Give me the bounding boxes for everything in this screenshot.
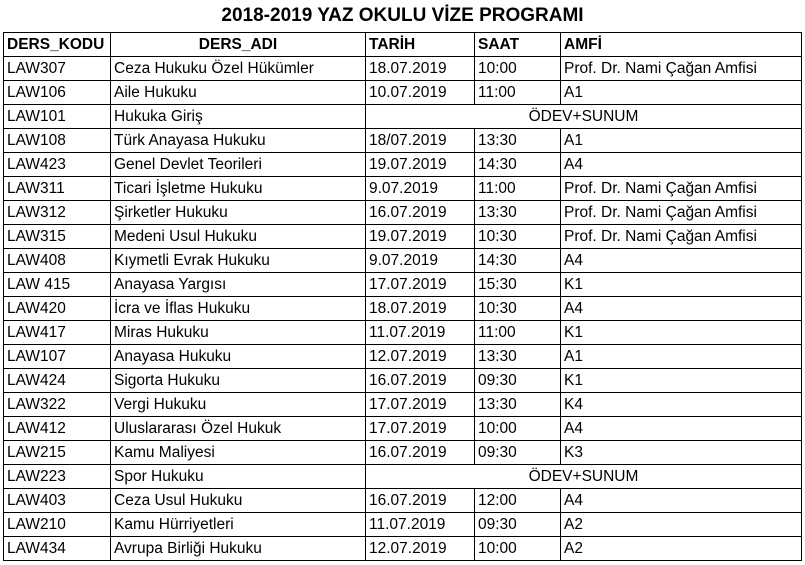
header-name: DERS_ADI [111,33,366,57]
exam-time-cell: 11:00 [475,321,561,345]
exam-date-cell: 17.07.2019 [366,417,475,441]
course-code-cell: LAW417 [4,321,111,345]
table-row [4,297,802,321]
exam-date-cell: 12.07.2019 [366,537,475,561]
course-code-cell: LAW403 [4,489,111,513]
course-code-cell: LAW107 [4,345,111,369]
course-code-cell: LAW210 [4,513,111,537]
table-row [4,513,802,537]
course-name-cell: Uluslararası Özel Hukuk [111,417,366,441]
page-title: 2018-2019 YAZ OKULU VİZE PROGRAMI [221,5,584,26]
exam-date-cell: 11.07.2019 [366,513,475,537]
exam-hall-cell: A1 [561,345,802,369]
course-code-cell: LAW408 [4,249,111,273]
table-row [4,57,802,81]
header-code: DERS_KODU [4,33,111,57]
exam-hall-cell: A4 [561,297,802,321]
exam-date-cell: 11.07.2019 [366,321,475,345]
course-code-cell: LAW223 [4,465,111,489]
exam-time-cell: 14:30 [475,249,561,273]
exam-hall-cell: K1 [561,273,802,297]
exam-time-cell: 10:30 [475,225,561,249]
exam-time-cell: 10:00 [475,57,561,81]
exam-date-cell: 9.07.2019 [366,249,475,273]
exam-hall-cell: A4 [561,249,802,273]
header-hall: AMFİ [561,33,802,57]
course-name-cell: Anayasa Yargısı [111,273,366,297]
exam-time-cell: 11:00 [475,81,561,105]
course-name-cell: Aile Hukuku [111,81,366,105]
exam-date-cell: 10.07.2019 [366,81,475,105]
course-code-cell: LAW 415 [4,273,111,297]
exam-date-cell: 16.07.2019 [366,201,475,225]
course-name-cell: Spor Hukuku [111,465,366,489]
table-row [4,321,802,345]
course-name-cell: Avrupa Birliği Hukuku [111,537,366,561]
course-name-cell: Kıymetli Evrak Hukuku [111,249,366,273]
exam-hall-cell: Prof. Dr. Nami Çağan Amfisi [561,201,802,225]
schedule-table [3,32,802,561]
exam-hall-cell: A1 [561,81,802,105]
exam-date-cell: 16.07.2019 [366,441,475,465]
course-name-cell: Sigorta Hukuku [111,369,366,393]
assessment-note-cell: ÖDEV+SUNUM [366,465,802,489]
table-row [4,105,802,129]
table-row [4,249,802,273]
table-row [4,369,802,393]
table-row [4,81,802,105]
course-code-cell: LAW215 [4,441,111,465]
exam-hall-cell: A1 [561,129,802,153]
exam-hall-cell: A2 [561,513,802,537]
course-name-cell: Kamu Hürriyetleri [111,513,366,537]
header-row [4,33,802,57]
exam-time-cell: 10:00 [475,537,561,561]
course-name-cell: Hukuka Giriş [111,105,366,129]
exam-time-cell: 13:30 [475,393,561,417]
table-row [4,489,802,513]
exam-date-cell: 16.07.2019 [366,369,475,393]
table-row [4,177,802,201]
exam-hall-cell: A4 [561,417,802,441]
table-row [4,537,802,561]
table-row [4,393,802,417]
exam-time-cell: 15:30 [475,273,561,297]
exam-time-cell: 13:30 [475,345,561,369]
course-code-cell: LAW315 [4,225,111,249]
course-code-cell: LAW108 [4,129,111,153]
exam-hall-cell: A4 [561,489,802,513]
header-time: SAAT [475,33,561,57]
exam-time-cell: 14:30 [475,153,561,177]
exam-time-cell: 12:00 [475,489,561,513]
course-code-cell: LAW434 [4,537,111,561]
course-name-cell: Anayasa Hukuku [111,345,366,369]
exam-hall-cell: K4 [561,393,802,417]
exam-time-cell: 09:30 [475,369,561,393]
exam-hall-cell: Prof. Dr. Nami Çağan Amfisi [561,57,802,81]
exam-date-cell: 18.07.2019 [366,57,475,81]
table-row [4,345,802,369]
table-row [4,129,802,153]
exam-time-cell: 13:30 [475,201,561,225]
table-row [4,153,802,177]
exam-date-cell: 9.07.2019 [366,177,475,201]
exam-hall-cell: K3 [561,441,802,465]
course-name-cell: Kamu Maliyesi [111,441,366,465]
course-name-cell: Vergi Hukuku [111,393,366,417]
exam-date-cell: 16.07.2019 [366,489,475,513]
course-name-cell: Türk Anayasa Hukuku [111,129,366,153]
course-name-cell: Ticari İşletme Hukuku [111,177,366,201]
course-code-cell: LAW311 [4,177,111,201]
course-code-cell: LAW106 [4,81,111,105]
exam-date-cell: 18/07.2019 [366,129,475,153]
exam-hall-cell: K1 [561,321,802,345]
exam-date-cell: 17.07.2019 [366,393,475,417]
course-code-cell: LAW312 [4,201,111,225]
exam-time-cell: 09:30 [475,441,561,465]
exam-time-cell: 10:30 [475,297,561,321]
exam-hall-cell: K1 [561,369,802,393]
exam-date-cell: 19.07.2019 [366,225,475,249]
exam-date-cell: 17.07.2019 [366,273,475,297]
course-name-cell: Genel Devlet Teorileri [111,153,366,177]
table-row [4,225,802,249]
course-code-cell: LAW420 [4,297,111,321]
exam-time-cell: 10:00 [475,417,561,441]
course-name-cell: Ceza Usul Hukuku [111,489,366,513]
course-code-cell: LAW412 [4,417,111,441]
table-row [4,417,802,441]
exam-hall-cell: A2 [561,537,802,561]
exam-time-cell: 13:30 [475,129,561,153]
exam-hall-cell: A4 [561,153,802,177]
course-name-cell: Medeni Usul Hukuku [111,225,366,249]
table-row [4,201,802,225]
table-row [4,441,802,465]
exam-date-cell: 12.07.2019 [366,345,475,369]
assessment-note-cell: ÖDEV+SUNUM [366,105,802,129]
exam-time-cell: 11:00 [475,177,561,201]
table-row [4,273,802,297]
table-row [4,465,802,489]
course-code-cell: LAW424 [4,369,111,393]
course-name-cell: İcra ve İflas Hukuku [111,297,366,321]
course-name-cell: Şirketler Hukuku [111,201,366,225]
course-code-cell: LAW101 [4,105,111,129]
exam-date-cell: 18.07.2019 [366,297,475,321]
exam-hall-cell: Prof. Dr. Nami Çağan Amfisi [561,225,802,249]
course-name-cell: Miras Hukuku [111,321,366,345]
course-code-cell: LAW307 [4,57,111,81]
exam-time-cell: 09:30 [475,513,561,537]
header-date: TARİH [366,33,475,57]
course-code-cell: LAW322 [4,393,111,417]
course-code-cell: LAW423 [4,153,111,177]
exam-hall-cell: Prof. Dr. Nami Çağan Amfisi [561,177,802,201]
course-name-cell: Ceza Hukuku Özel Hükümler [111,57,366,81]
exam-date-cell: 19.07.2019 [366,153,475,177]
